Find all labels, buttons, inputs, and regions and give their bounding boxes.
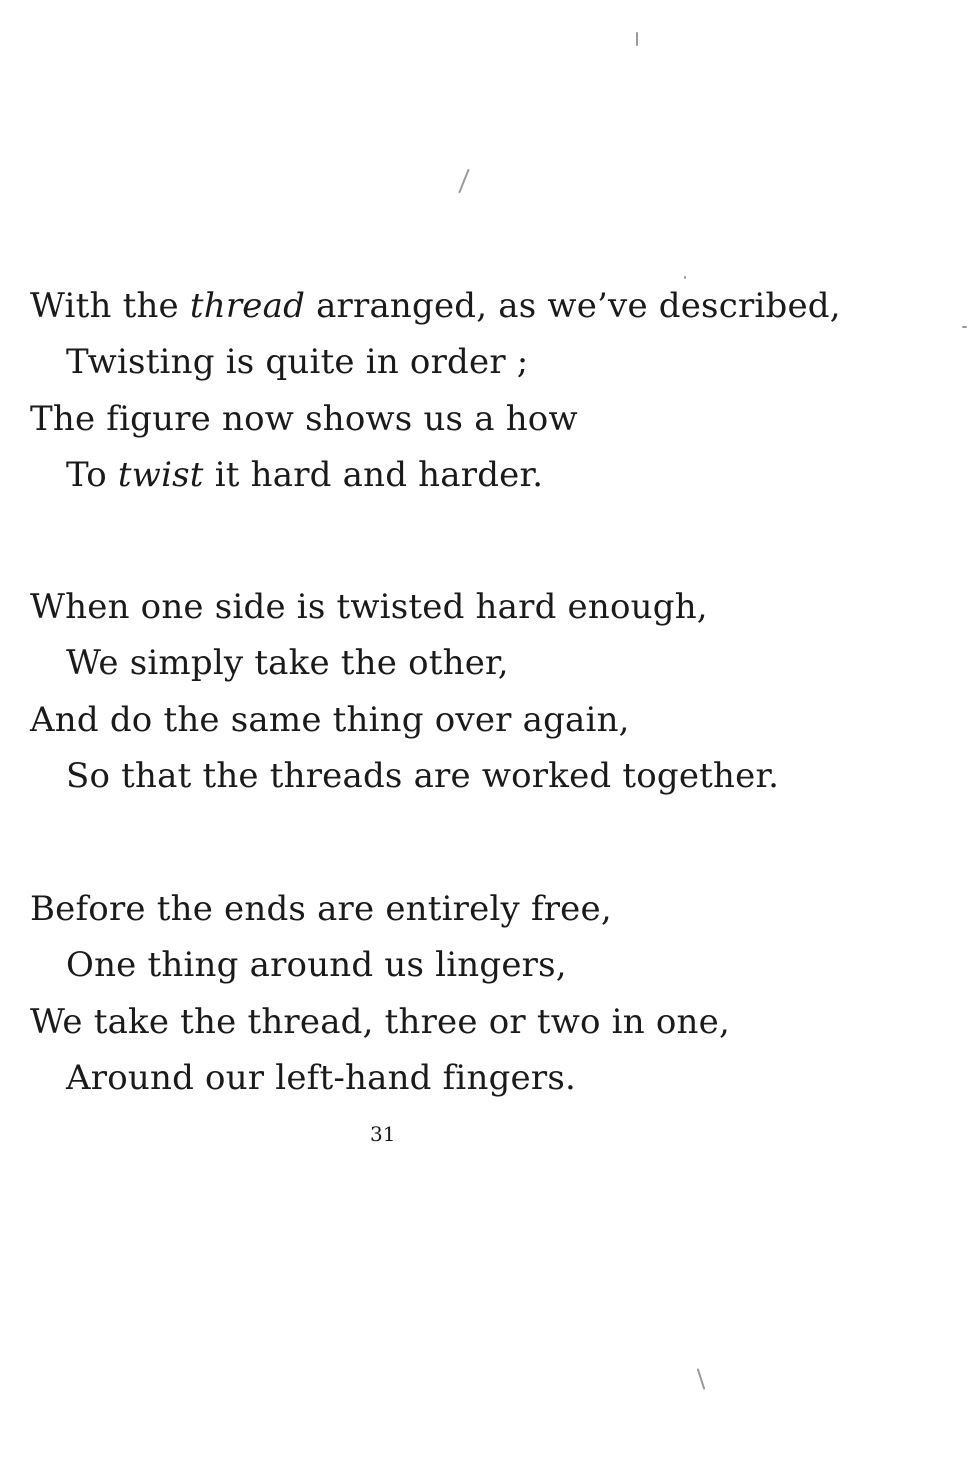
emphasized-word: twist (117, 455, 204, 495)
poem-line: We simply take the other, (66, 643, 509, 683)
poem-line: Around our left-hand fingers. (66, 1058, 576, 1098)
poem-line: To twist it hard and harder. (66, 455, 544, 495)
poem-line: One thing around us lingers, (66, 945, 567, 985)
poem-line: We take the thread, three or two in one, (30, 1002, 730, 1042)
poem-line: So that the threads are worked together. (66, 756, 780, 796)
scan-speck (962, 326, 967, 328)
poem-line: The figure now shows us a how (30, 399, 578, 439)
page-number: 31 (370, 1122, 396, 1146)
scan-speck (684, 276, 686, 279)
poem-line: And do the same thing over again, (30, 700, 630, 740)
poem-line: When one side is twisted hard enough, (30, 587, 708, 627)
scan-speck (458, 169, 470, 194)
poem-line: With the thread arranged, as we’ve described, (30, 286, 841, 326)
scan-speck (697, 1368, 706, 1390)
emphasized-word: thread (189, 286, 306, 326)
poem-line: Twisting is quite in order ; (66, 342, 529, 382)
poem-line: Before the ends are entirely free, (30, 889, 612, 929)
scan-speck (636, 32, 638, 46)
